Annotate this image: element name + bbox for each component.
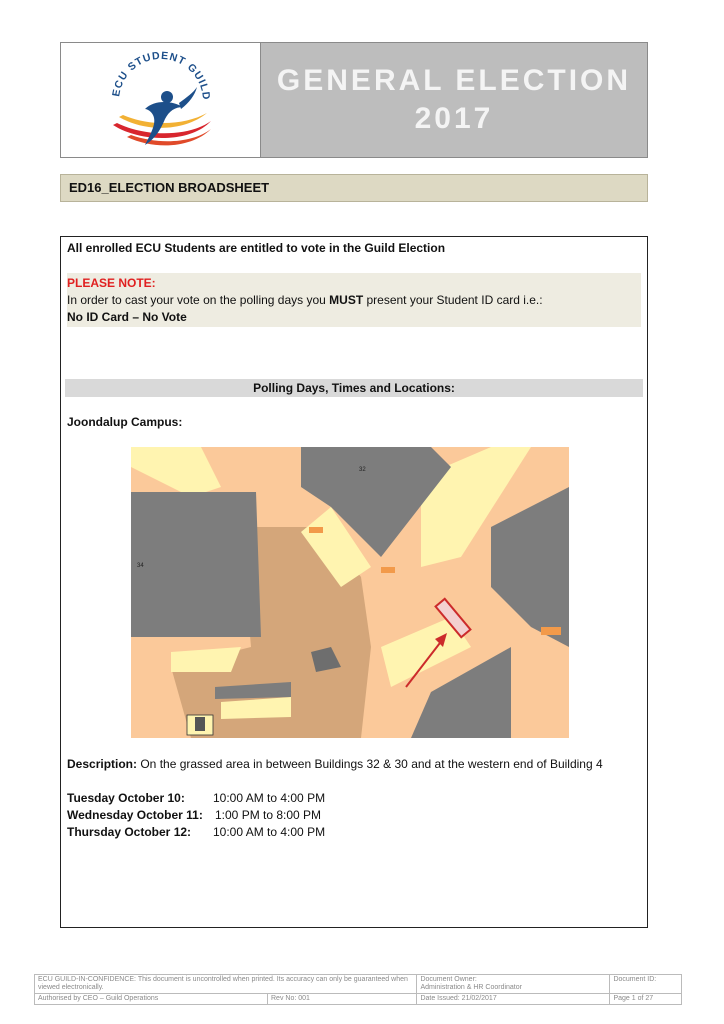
schedule-time: 10:00 AM to 4:00 PM — [213, 791, 326, 805]
footer-table — [34, 974, 682, 1005]
note-text-start: In order to cast your vote on the polling days you — [67, 293, 330, 307]
eligibility-statement: All enrolled ECU Students are entitled to vote in the Guild Election — [67, 241, 446, 255]
schedule-row — [67, 825, 467, 841]
main-content-box — [60, 236, 648, 928]
building-34 — [131, 492, 261, 637]
logo-cell — [61, 43, 261, 157]
svg-text:ECU STUDENT GUILD: ECU STUDENT GUILD — [110, 49, 213, 102]
document-code-bar: ED16_ELECTION BROADSHEET — [60, 174, 648, 202]
footer-page-number: Page 1 of 27 — [610, 994, 682, 1005]
schedule-time: 10:00 AM to 4:00 PM — [213, 825, 326, 839]
description-text: On the grassed area in between Buildings 32 & 30 and at the western end of Building 4 — [137, 757, 603, 771]
footer-confidential: ECU GUILD-IN-CONFIDENCE: This document is uncontrolled when printed. Its accuracy can only be guaranteed when viewed electronically. — [35, 975, 417, 994]
schedule-day: Wednesday October 11: — [67, 808, 203, 822]
footer-authorised: Authorised by CEO – Guild Operations — [35, 994, 268, 1005]
no-id-no-vote: No ID Card – No Vote — [67, 310, 187, 324]
ecu-student-guild-logo — [61, 43, 261, 157]
building-32-label: 32 — [359, 467, 366, 473]
polling-heading: Polling Days, Times and Locations: — [65, 379, 643, 397]
note-text-emphasis: MUST — [329, 293, 364, 307]
document-year: 2017 — [414, 102, 494, 135]
footer-owner — [417, 975, 610, 994]
please-note-box — [67, 273, 641, 327]
schedule-time: 1:00 PM to 8:00 PM — [215, 808, 322, 822]
campus-map — [131, 447, 569, 738]
please-note-text — [67, 292, 641, 309]
schedule-day: Tuesday October 10: — [67, 791, 185, 805]
description-label: Description: — [67, 757, 138, 771]
schedule-day: Thursday October 12: — [67, 825, 192, 839]
please-note-heading: PLEASE NOTE: — [67, 276, 156, 290]
document-header — [60, 42, 648, 158]
footer-revision: Rev No: 001 — [268, 994, 417, 1005]
title-cell — [261, 43, 647, 157]
document-footer — [34, 974, 682, 1008]
entrance-icon — [187, 715, 213, 735]
schedule-row — [67, 791, 467, 807]
campus-heading: Joondalup Campus: — [67, 415, 183, 429]
note-text-end: present your Student ID card i.e.: — [363, 293, 543, 307]
owner-label: Document Owner: — [420, 976, 477, 983]
location-description — [67, 757, 643, 771]
building-34-label: 34 — [137, 563, 144, 569]
campus-map-drawing — [131, 447, 569, 738]
owner-value: Administration & HR Coordinator — [420, 984, 522, 991]
footer-date-issued: Date Issued: 21/02/2017 — [417, 994, 610, 1005]
schedule-row — [67, 808, 467, 824]
document-title: GENERAL ELECTION — [276, 64, 632, 97]
footer-doc-id: Document ID: — [610, 975, 682, 994]
